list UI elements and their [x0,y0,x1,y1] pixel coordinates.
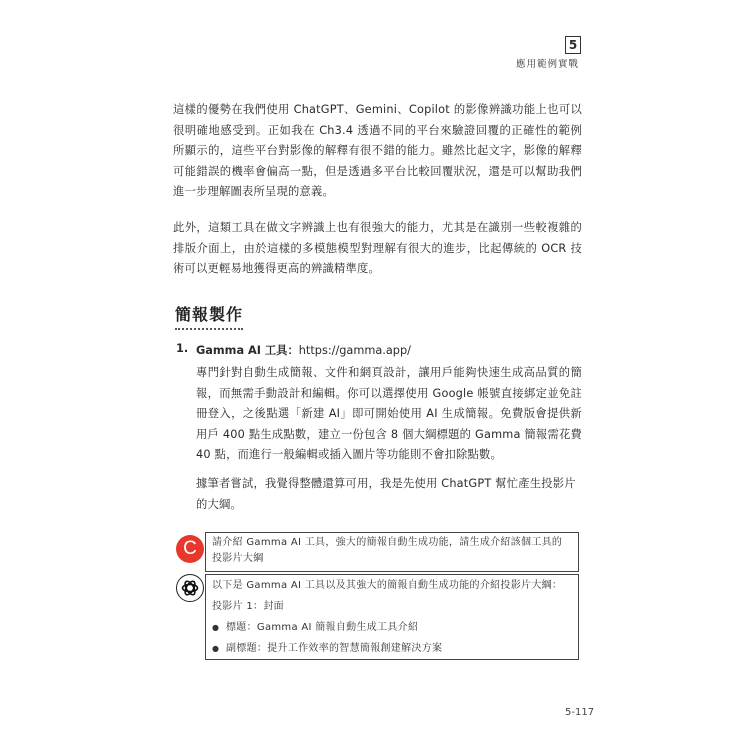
page-number: 5-117 [565,707,595,718]
answer-intro: 以下是 Gamma AI 工具以及其強大的簡報自動生成功能的介紹投影片大綱： [212,580,563,591]
gamma-url-link[interactable]: https://gamma.app/ [298,344,411,357]
bullet-subtitle [212,638,572,659]
section-heading: 簡報製作 [175,302,243,330]
body-paragraph-2: 此外，這類工具在做文字辨識上也有很強大的能力，尤其是在識別一些較複雜的排版介面上，由於這樣的多模態模型對理解有很大的進步，比起傳統的 OCR 技術可以更輕易地獲得更高的辨識精準度。 [173,221,582,275]
user-avatar-icon: C [176,535,204,563]
body-paragraph-1: 這樣的優勢在我們使用 ChatGPT、Gemini、Copilot 的影像辨識功能上也可以很明確地感受到。正如我在 Ch3.4 透過不同的平台來驗證回覆的正確性的範例所顯示的，這些平台對影像的解釋有很不錯的能力。雖然比起文字，影像的解釋可能錯誤的機率會偏高一點，但是透過多平台比較回覆狀況，還是可以幫助我們進一步理解圖表所呈現的意義。 [173,103,582,198]
assistant-answer-box [205,574,579,660]
body-paragraph-3: 據筆者嘗試，我覺得整體還算可用，我是先使用 ChatGPT 幫忙產生投影片的大綱。 [196,477,576,511]
list-body: 專門針對自動生成簡報、文件和網頁設計，讓用戶能夠快速生成高品質的簡報，而無需手動設計和編輯。你可以選擇使用 Google 帳號直接綁定並免註冊登入，之後點選「新建 AI」即可開始使用 AI 生成簡報。免費版會提供新用戶 400 點生成點數，建立一份包含 8 個大綱標題的 Gamma 簡報需花費 40 點，而進行一般編輯或插入圖片等功能則不會扣除點數。 [196,366,582,461]
slide-heading: 投影片 1：封面 [212,601,284,612]
bullet-text: 提升工作效率的智慧簡報創建解決方案 [267,643,443,654]
list-title-text: Gamma AI 工具： [196,344,299,357]
chapter-title: 應用範例實戰 [515,59,579,70]
bullet-title [212,617,572,638]
chapter-number: 5 [565,36,581,54]
bullet-label: 副標題： [226,643,268,654]
user-prompt-box: 請介紹 Gamma AI 工具，強大的簡報自動生成功能，請生成介紹該個工具的投影片大綱 [205,532,579,572]
list-title [196,342,411,358]
chatgpt-logo-icon [176,574,204,602]
bullet-label: 標題： [226,622,257,633]
list-number: 1. [176,342,189,355]
bullet-text: Gamma AI 簡報自動生成工具介紹 [256,622,419,633]
